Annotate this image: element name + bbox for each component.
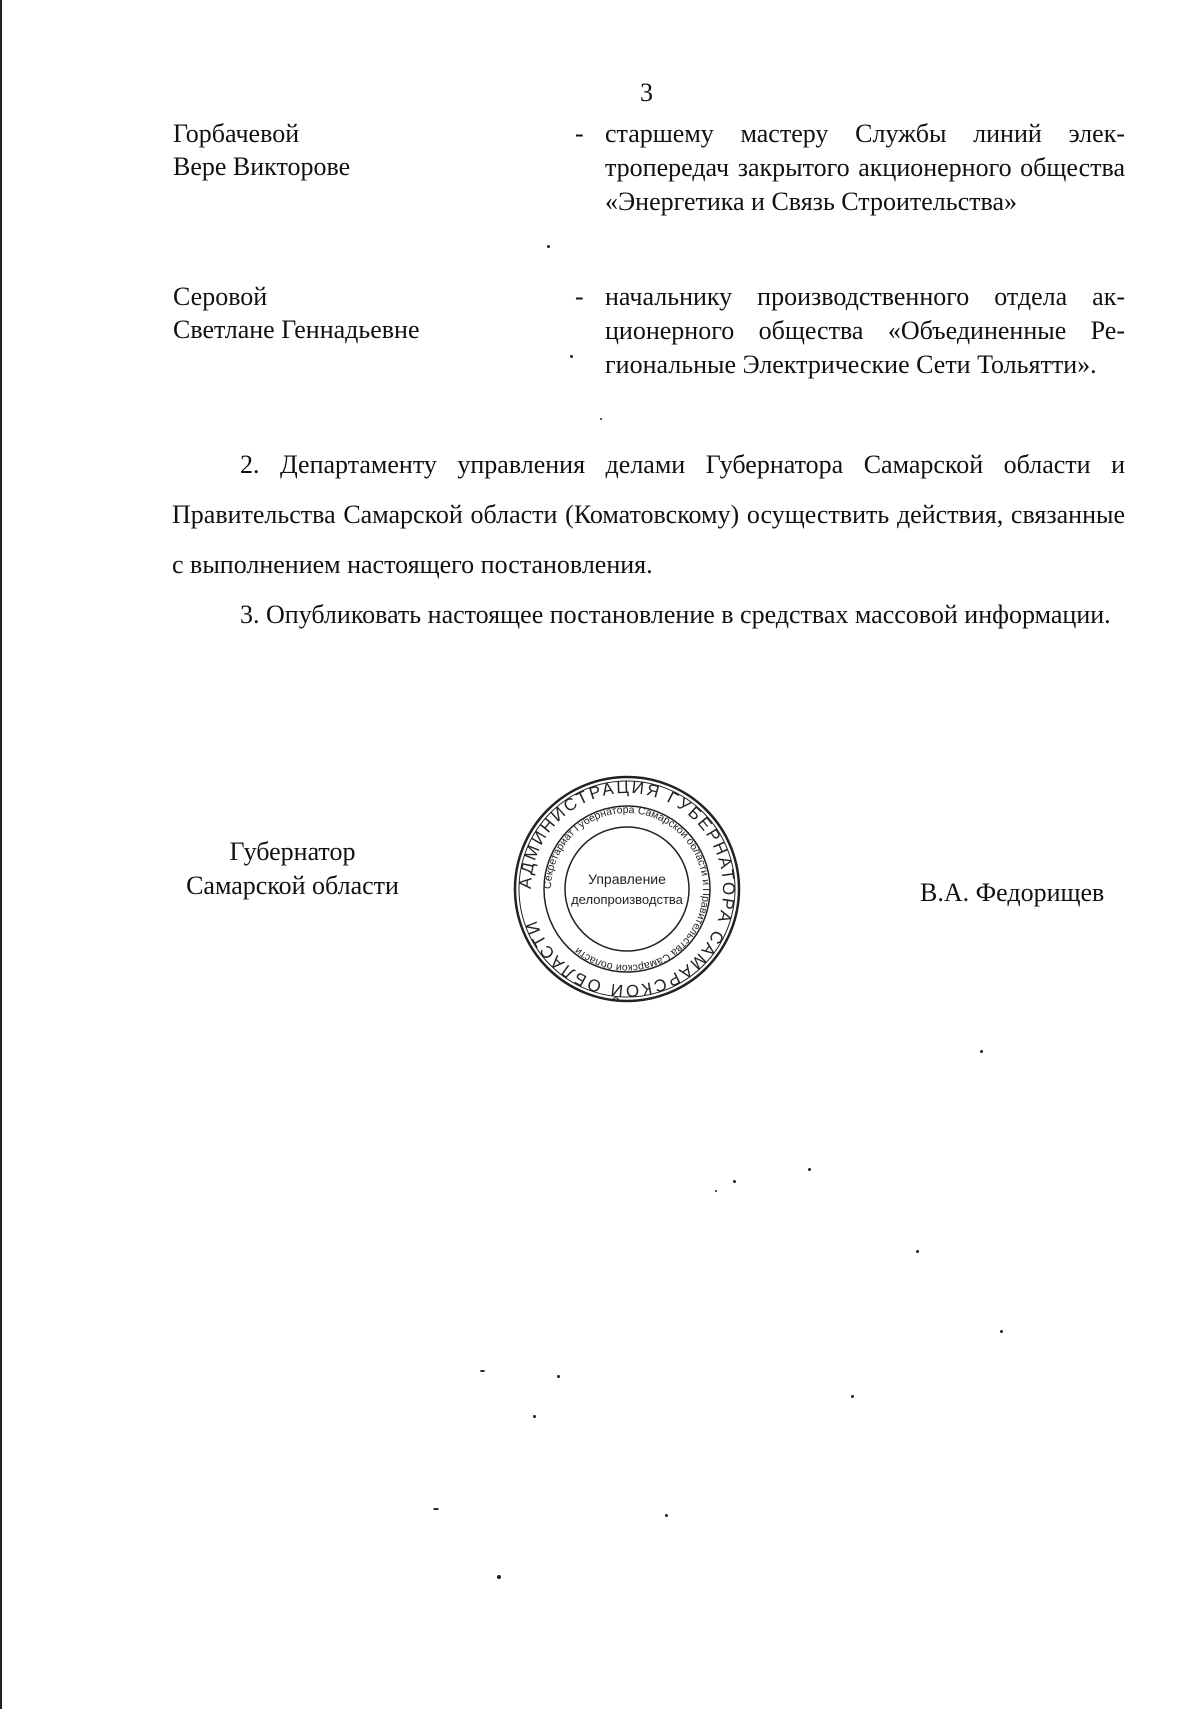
scan-speck <box>715 1190 717 1192</box>
awardee-surname: Горбачевой <box>173 119 300 148</box>
scan-speck <box>980 1050 983 1053</box>
scan-speck <box>916 1250 919 1253</box>
awardee-position: начальнику производственного отдела акционерного общества «Объединенные Региональные Электрические Сети Тольятти». <box>605 282 1125 379</box>
scan-speck <box>497 1575 501 1579</box>
awardee-given-name: Светлане Геннадьевне <box>173 315 420 344</box>
scan-speck <box>557 1375 560 1378</box>
scan-speck <box>600 418 602 420</box>
scan-speck <box>733 1180 736 1183</box>
scan-speck <box>433 1508 439 1510</box>
scan-speck <box>808 1168 811 1171</box>
paragraph-2: 2. Департаменту управления делами Губернатора Самарской области и Правительства Самарской области (Коматовскому) осуществить действия, связанные с выполнением настоящего постановления. <box>172 450 1125 579</box>
scan-speck <box>851 1395 854 1398</box>
scan-edge <box>0 0 2 1709</box>
awardee-position: старшему мастеру Службы линий электропередач закрытого акционерного общества «Энергетика и Связь Строительства» <box>605 119 1125 216</box>
svg-text:Секретариат Губернатора Самарс <box>542 804 712 974</box>
scan-speck <box>570 355 573 358</box>
seal-inner-text: Секретариат Губернатора Самарской области и Правительства Самарской области <box>541 803 713 975</box>
signatory-title-line2: Самарской области <box>186 871 399 900</box>
official-seal <box>512 774 742 1004</box>
seal-outer-text: АДМИНИСТРАЦИЯ ГУБЕРНАТОРА САМАРСКОЙ ОБЛАСТИ <box>515 777 739 1001</box>
scan-speck <box>533 1415 536 1418</box>
signatory-name: В.А. Федорищев <box>920 878 1105 907</box>
awardee-surname: Серовой <box>173 282 268 311</box>
paragraph-3: 3. Опубликовать настоящее постановление в средствах массовой информации. <box>240 600 1111 629</box>
awardee-name <box>173 117 350 183</box>
list-dash: - <box>575 119 584 148</box>
signatory-title-line1: Губернатор <box>229 837 356 866</box>
awardee-given-name: Вере Викторове <box>173 152 351 181</box>
scan-speck <box>547 245 550 248</box>
list-dash: - <box>575 282 584 311</box>
seal-center-line2: делопроизводства <box>571 892 683 907</box>
page-number: 3 <box>640 78 653 107</box>
awardee-name <box>173 280 420 346</box>
seal-center-line1: Управление <box>588 871 666 887</box>
scan-speck <box>1000 1330 1003 1333</box>
signatory-title <box>150 835 435 903</box>
scan-speck <box>665 1514 668 1517</box>
scan-speck <box>480 1370 485 1372</box>
